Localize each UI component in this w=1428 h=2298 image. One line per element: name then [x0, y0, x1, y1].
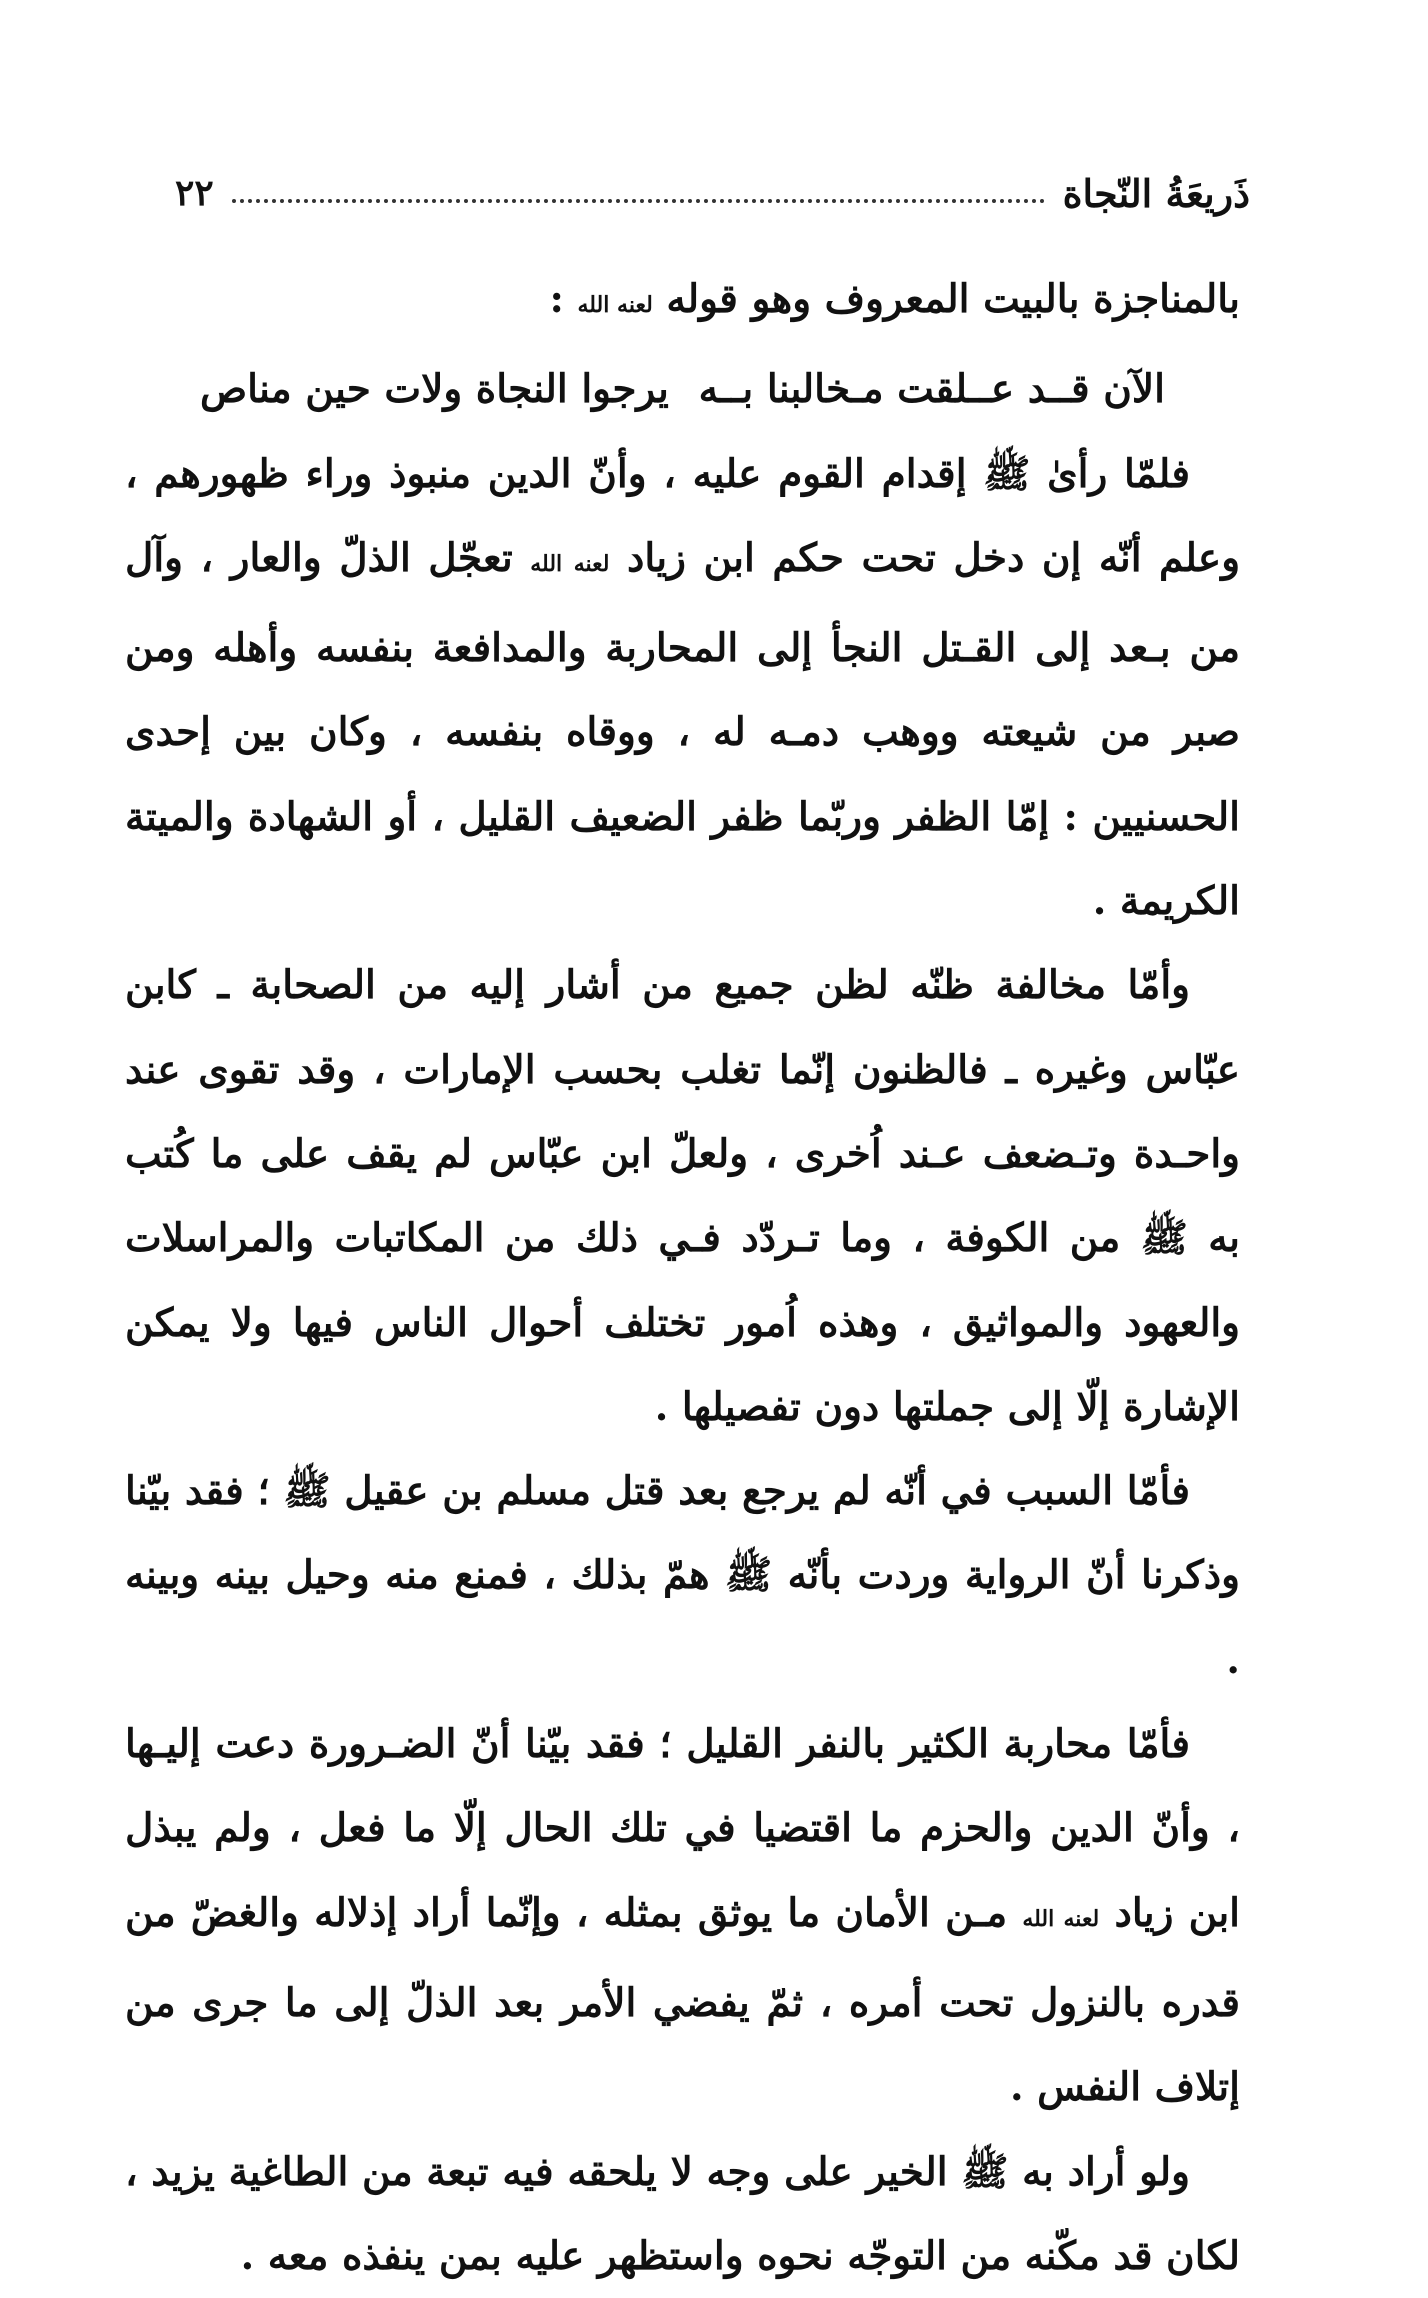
paragraph-2: وأمّا مخالفة ظنّه لظن جميع من أشار إليه من الصحابة ـ كابن عبّاس وغيره ـ فالظنون إنّما تغلب بحسب الإمارات ، وقد تقوى عند واحـدة وتـضعف عـند اُخرى ، ولعلّ ابن عبّاس لم يقف على ما كُتب به ﷺ من الكوفة ، وما تـردّد فـي ذلك من المكاتبات والمراسلات والعهود والمواثيق ، وهذه اُمور تختلف أحوال الناس فيها ولا يمكن الإشارة إلّا إلى جملتها دون تفصيلها .	[125, 962, 1240, 1430]
honorific: لعنه الله	[530, 550, 610, 577]
paragraph-1	[125, 432, 1240, 944]
honorific: لعنه الله	[577, 292, 653, 318]
paragraph-1-part-a: فلمّا رأىٰ ﷺ إقدام القوم عليه ، وأنّ الدين منبوذ وراء ظهورهم ، وعلم أنّه إن دخل تحت حكم ابن زياد	[125, 450, 1241, 581]
paragraph-4	[125, 1702, 1240, 2129]
intro-paragraph	[125, 257, 1240, 347]
running-title: ذَريعَةُ النّجاة	[1062, 170, 1250, 216]
intro-text: بالمناجزة بالبيت المعروف وهو قوله	[666, 276, 1240, 322]
paragraph-3: فأمّا السبب في أنّه لم يرجع بعد قتل مسلم بن عقيل ﷺ ؛ فقد بيّنا وذكرنا أنّ الرواية وردت بأنّه ﷺ همّ بذلك ، فمنع منه وحيل بينه وبينه .	[125, 1468, 1240, 1683]
paragraph-4-part-b: مـن الأمان ما يوثق بمثله ، وإنّما أراد إذلاله والغضّ من قدره بالنزول تحت أمره ، ثمّ يفضي الأمر بعد الذلّ إلى ما جرى من إتلاف النفس .	[125, 1889, 1240, 2111]
poem-verse	[125, 347, 1240, 431]
dotted-leader	[232, 199, 1045, 203]
verse-first-hemistich: الآن قــد عــلقت مـخالبنا بــه	[698, 366, 1165, 413]
page-header	[175, 163, 1250, 223]
paragraph-1-part-b: تعجّل الذلّ والعار ، وآل من بـعد إلى القـتل النجأ إلى المحاربة والمدافعة بنفسه وأهله ومن صبر من شيعته ووهب دمـه له ، ووقاه بنفسه ، وكان بين إحدى الحسنيين : إمّا الظفر وربّما ظفر الضعيف القليل ، أو الشهادة والميتة الكريمة .	[125, 534, 1240, 925]
paragraph-4-part-a: فأمّا محاربة الكثير بالنفر القليل ؛ فقد بيّنا أنّ الضـرورة دعت إليـها ، وأنّ الدين والحزم ما اقتضيا في تلك الحال إلّا ما فعل ، ولم يبذل ابن زياد	[125, 1721, 1241, 1936]
page-number: ٢٢	[175, 172, 214, 214]
paragraph-5: ولو أراد به ﷺ الخير على وجه لا يلحقه فيه تبعة من الطاغية يزيد ، لكان قد مكّنه من التوجّه نحوه واستظهر عليه بمن ينفذه معه .	[125, 2148, 1240, 2279]
body-text	[125, 257, 1240, 2298]
verse-second-hemistich: يرجوا النجاة ولات حين مناص	[200, 366, 669, 413]
honorific: لعنه الله	[1022, 1905, 1100, 1932]
intro-end: :	[549, 276, 564, 322]
